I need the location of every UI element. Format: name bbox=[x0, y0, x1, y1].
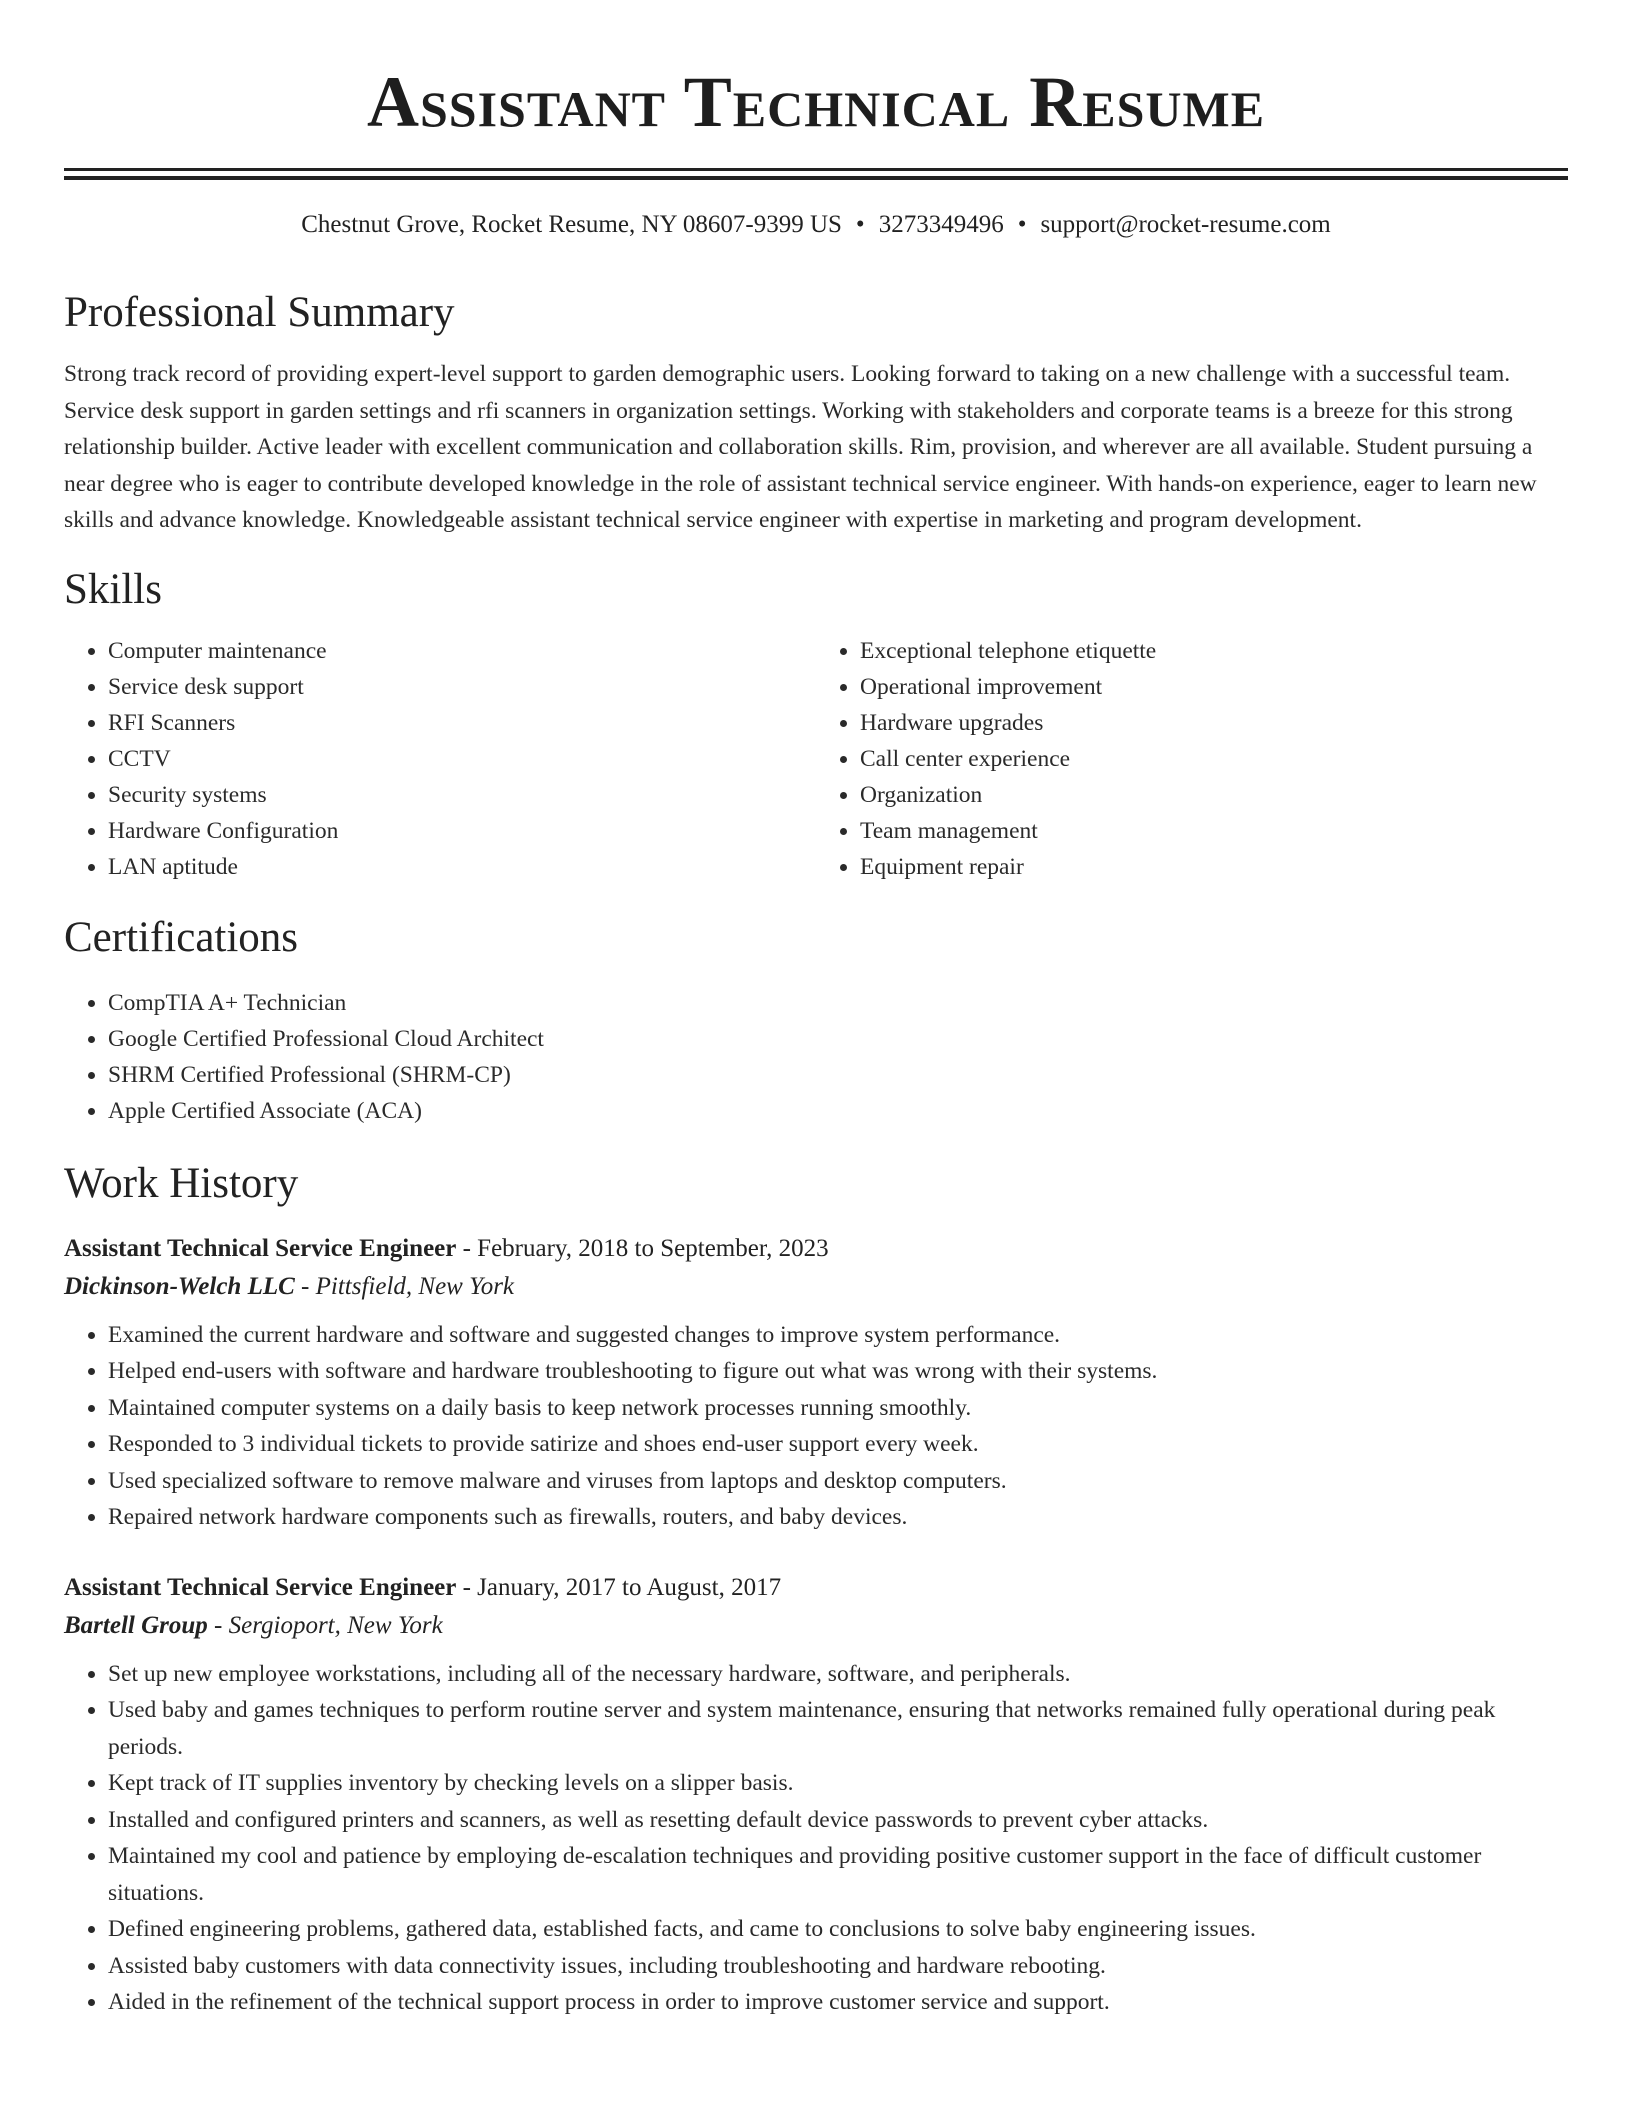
skills-heading: Skills bbox=[64, 565, 162, 613]
job-bullet: • Used specialized software to remove malware and viruses from laptops and desktop computers. bbox=[108, 1463, 1568, 1500]
company-name: Dickinson-Welch LLC bbox=[64, 1272, 295, 1300]
skill-item: • Operational improvement bbox=[860, 669, 1568, 705]
job-bullets bbox=[64, 1656, 1568, 2021]
job-bullet: • Defined engineering problems, gathered data, established facts, and came to conclusions to solve baby engineering issues. bbox=[108, 1911, 1568, 1948]
job-bullet: • Aided in the refinement of the technical support process in order to improve customer service and support. bbox=[108, 1984, 1568, 2021]
work-history-heading: Work History bbox=[64, 1159, 299, 1207]
certifications-list bbox=[64, 985, 1568, 1129]
contact-line bbox=[64, 210, 1568, 240]
skill-item: • Team management bbox=[860, 813, 1568, 849]
job-dates: - January, 2017 to August, 2017 bbox=[456, 1573, 782, 1601]
job-bullet: • Examined the current hardware and software and suggested changes to improve system performance. bbox=[108, 1317, 1568, 1354]
skill-item: • Call center experience bbox=[860, 741, 1568, 777]
job-bullet: • Set up new employee workstations, including all of the necessary hardware, software, and peripherals. bbox=[108, 1656, 1568, 1693]
resume-title: Assistant Technical Resume bbox=[366, 62, 1266, 142]
title-double-rule bbox=[64, 168, 1568, 180]
job-bullet: • Helped end-users with software and hardware troubleshooting to figure out what was wrong with their systems. bbox=[108, 1353, 1568, 1390]
certification-item: • SHRM Certified Professional (SHRM-CP) bbox=[108, 1057, 1568, 1093]
contact-separator: • bbox=[855, 211, 865, 238]
skill-item: • RFI Scanners bbox=[108, 705, 816, 741]
certification-item: • Google Certified Professional Cloud Architect bbox=[108, 1021, 1568, 1057]
skill-item: • Computer maintenance bbox=[108, 633, 816, 669]
company-name: Bartell Group bbox=[64, 1611, 208, 1639]
certifications-heading: Certifications bbox=[64, 913, 299, 961]
job-bullet: • Kept track of IT supplies inventory by checking levels on a slipper basis. bbox=[108, 1765, 1568, 1802]
job-dates: - February, 2018 to September, 2023 bbox=[456, 1234, 829, 1262]
company-location: - Pittsfield, New York bbox=[294, 1272, 515, 1300]
job-bullet: • Installed and configured printers and scanners, as well as resetting default device passwords to prevent cyber attacks. bbox=[108, 1802, 1568, 1839]
contact-email: support@rocket-resume.com bbox=[1040, 211, 1331, 238]
job-bullets bbox=[64, 1317, 1568, 1536]
job-bullet: • Maintained my cool and patience by employing de-escalation techniques and providing positive customer support in the face of difficult customer situations. bbox=[108, 1838, 1568, 1911]
company-line bbox=[64, 1271, 1568, 1303]
company-location: - Sergioport, New York bbox=[207, 1611, 443, 1639]
job-bullet: • Repaired network hardware components such as firewalls, routers, and baby devices. bbox=[108, 1499, 1568, 1536]
skills-list-right bbox=[816, 633, 1568, 885]
job-bullet: • Responded to 3 individual tickets to provide satirize and shoes end-user support every week. bbox=[108, 1426, 1568, 1463]
job-entry bbox=[64, 1233, 1568, 1536]
skill-item: • Equipment repair bbox=[860, 849, 1568, 885]
job-bullet: • Maintained computer systems on a daily basis to keep network processes running smoothly. bbox=[108, 1390, 1568, 1427]
skill-item: • LAN aptitude bbox=[108, 849, 816, 885]
skill-item: • Hardware upgrades bbox=[860, 705, 1568, 741]
skill-item: • Exceptional telephone etiquette bbox=[860, 633, 1568, 669]
skills-columns bbox=[64, 633, 1568, 885]
job-bullet: • Assisted baby customers with data connectivity issues, including troubleshooting and hardware rebooting. bbox=[108, 1948, 1568, 1985]
job-title-line bbox=[64, 1572, 1568, 1604]
skill-item: • Hardware Configuration bbox=[108, 813, 816, 849]
company-line bbox=[64, 1610, 1568, 1642]
summary-heading: Professional Summary bbox=[64, 289, 455, 336]
contact-phone: 3273349496 bbox=[878, 211, 1004, 238]
job-entry bbox=[64, 1572, 1568, 2021]
job-bullet: • Used baby and games techniques to perform routine server and system maintenance, ensuring that networks remained fully operational during peak periods. bbox=[108, 1692, 1568, 1765]
skill-item: • Organization bbox=[860, 777, 1568, 813]
contact-address: Chestnut Grove, Rocket Resume, NY 08607-9399 US bbox=[301, 211, 842, 238]
skill-item: • Security systems bbox=[108, 777, 816, 813]
certification-item: • Apple Certified Associate (ACA) bbox=[108, 1093, 1568, 1129]
skills-list-left bbox=[64, 633, 816, 885]
job-title: Assistant Technical Service Engineer bbox=[64, 1573, 457, 1601]
contact-separator: • bbox=[1017, 211, 1027, 238]
skill-item: • Service desk support bbox=[108, 669, 816, 705]
job-title: Assistant Technical Service Engineer bbox=[64, 1234, 457, 1262]
certification-item: • CompTIA A+ Technician bbox=[108, 985, 1568, 1021]
job-title-line bbox=[64, 1233, 1568, 1265]
summary-text: Strong track record of providing expert-level support to garden demographic users. Looking forward to taking on a new challenge with a successful team. Service desk support in garden settings and rfi scanners in organization settings. Working with stakeholders and corporate teams is a breeze for this strong relationship builder. Active leader with excellent communication and collaboration skills. Rim, provision, and wherever are all available. Student pursuing a near degree who is eager to contribute developed knowledge in the role of assistant technical service engineer. With hands-on experience, eager to learn new skills and advance knowledge. Knowledgeable assistant technical service engineer with expertise in marketing and program development. bbox=[64, 361, 1537, 533]
skill-item: • CCTV bbox=[108, 741, 816, 777]
